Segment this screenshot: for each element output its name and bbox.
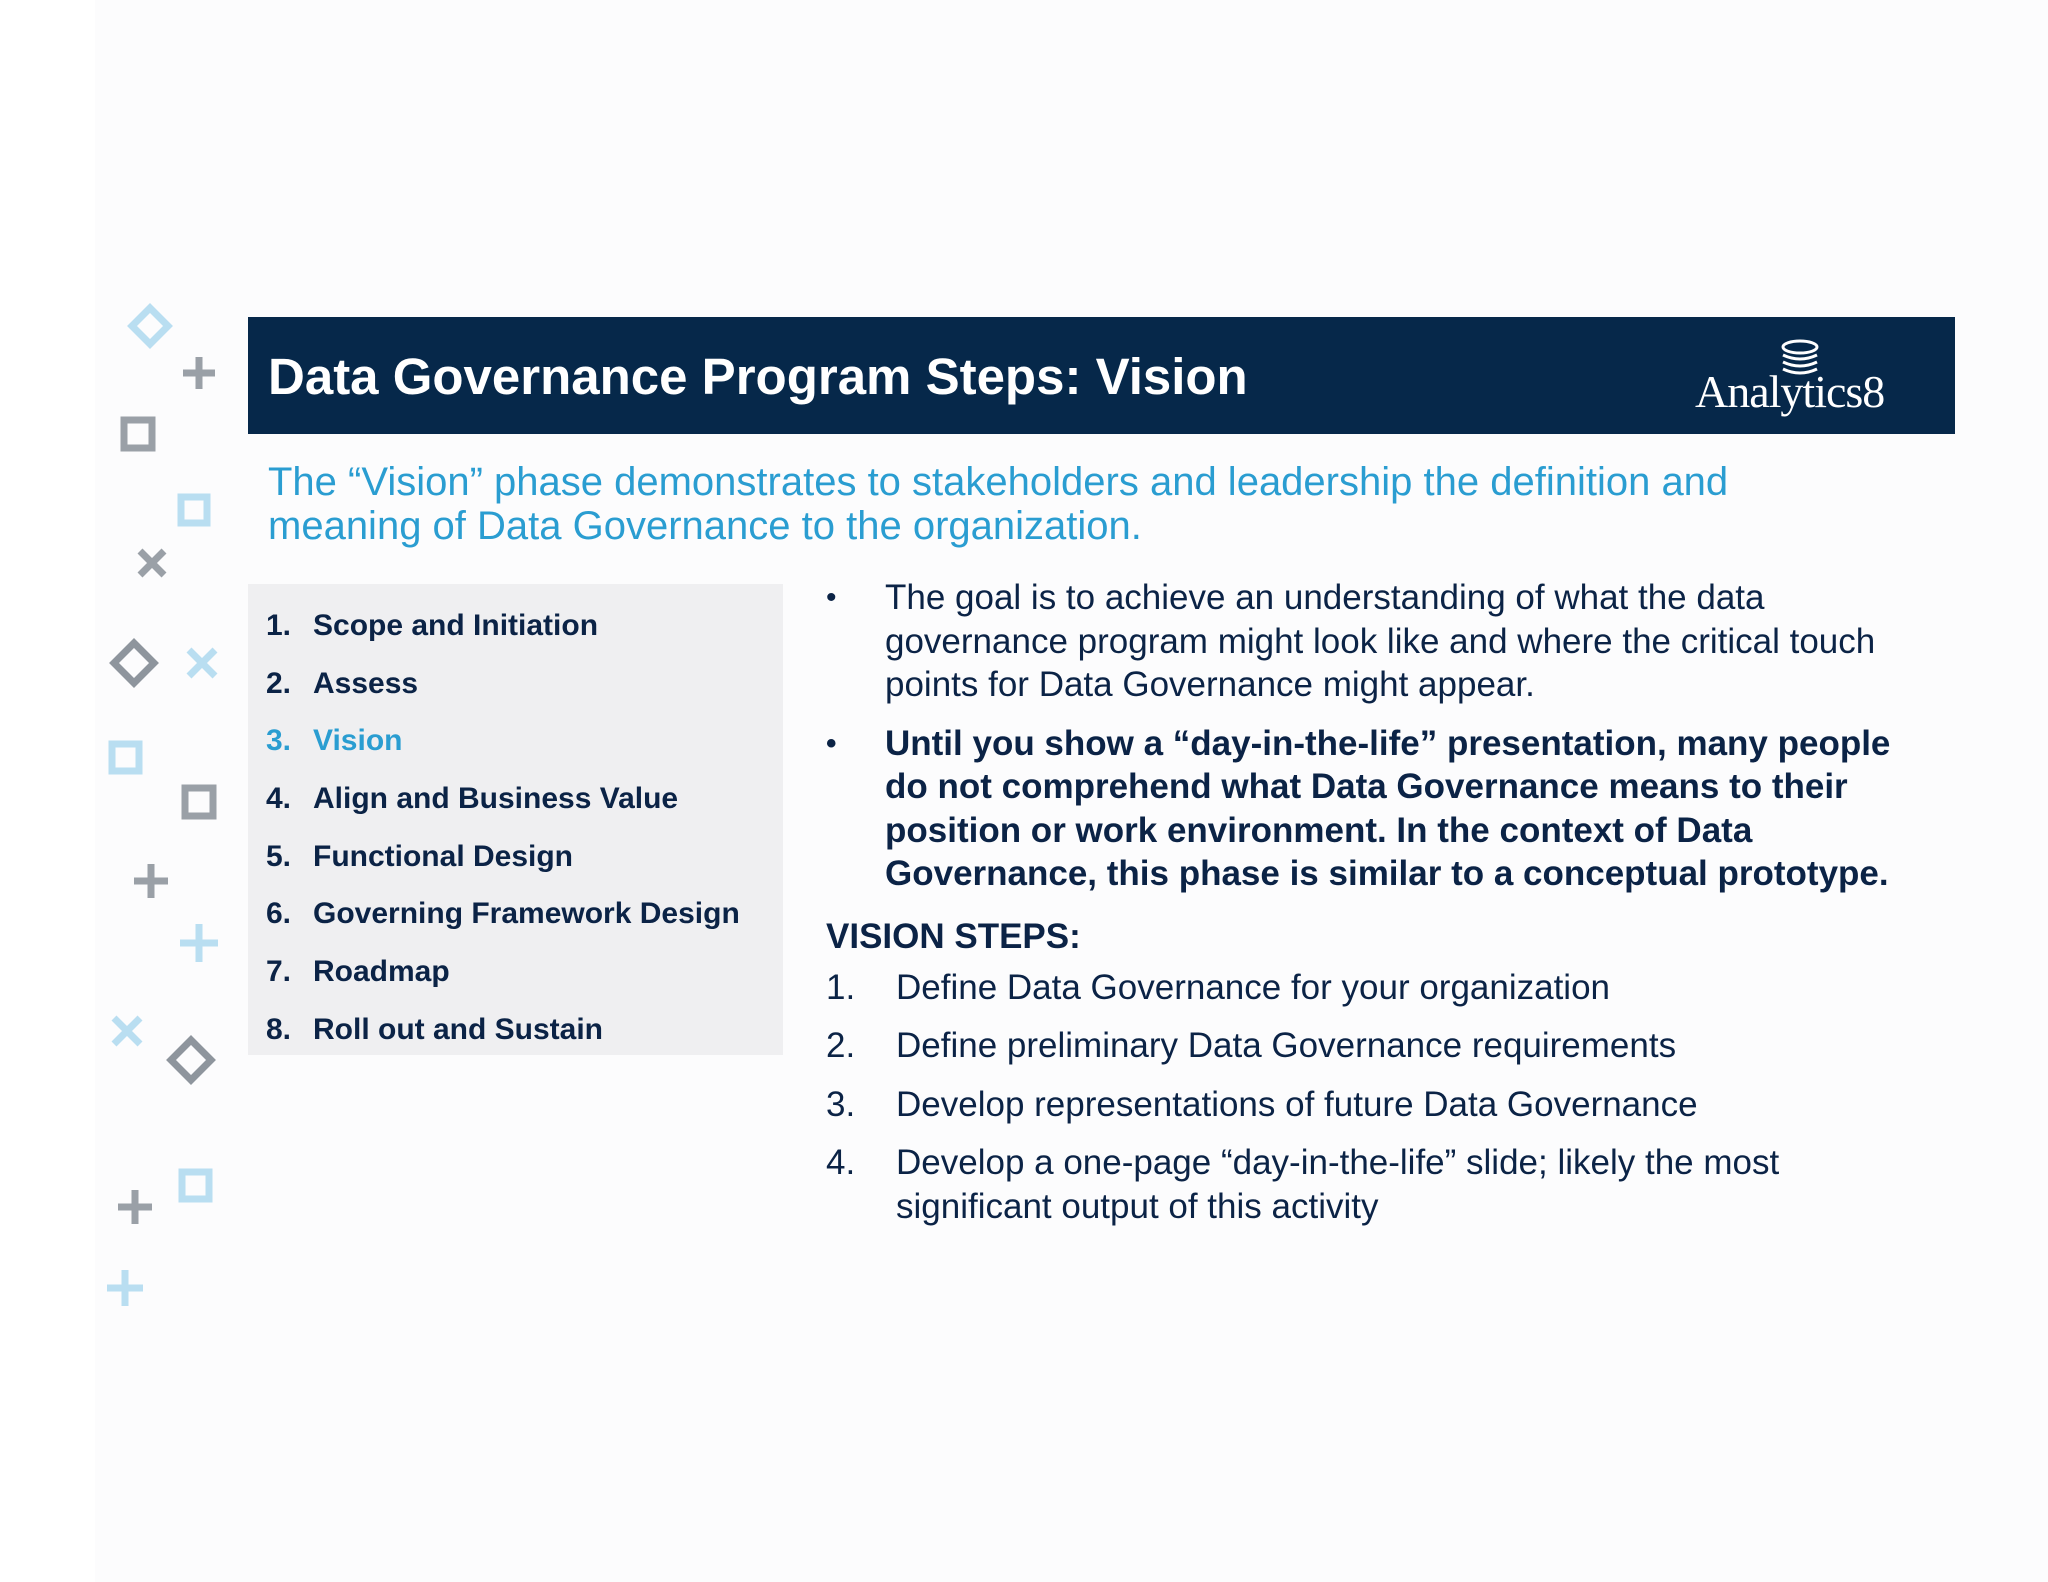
program-step bbox=[266, 885, 740, 943]
square-icon bbox=[112, 744, 139, 771]
vision-step bbox=[826, 1083, 1936, 1127]
logo-wordmark: Analytics8 bbox=[1695, 366, 1885, 417]
step-number: 1. bbox=[266, 608, 292, 642]
square-icon bbox=[124, 420, 152, 448]
plus-icon bbox=[134, 864, 168, 898]
analytics8-logo bbox=[1695, 337, 1915, 417]
step-number: 5. bbox=[266, 839, 292, 873]
step-number: 3. bbox=[266, 724, 292, 758]
step-number: 4. bbox=[266, 781, 292, 815]
x-icon bbox=[140, 551, 164, 575]
step-label: Assess bbox=[313, 666, 419, 700]
title-bar bbox=[248, 317, 1955, 434]
vision-step-text: Develop representations of future Data Governance bbox=[896, 1084, 1698, 1124]
bullet-marker: • bbox=[826, 726, 837, 760]
bullet-goal bbox=[826, 576, 1936, 707]
phase-description: The “Vision” phase demonstrates to stakeholders and leadership the definition and meaning of Data Governance to the organization. bbox=[268, 460, 1729, 548]
step-label: Governing Framework Design bbox=[313, 897, 740, 931]
step-label: Functional Design bbox=[313, 839, 574, 873]
program-step bbox=[266, 770, 740, 828]
square-icon bbox=[182, 1172, 209, 1199]
plus-icon bbox=[107, 1270, 143, 1306]
vision-step-text: Define Data Governance for your organization bbox=[896, 967, 1611, 1007]
vision-step bbox=[826, 1024, 1936, 1068]
plus-icon bbox=[183, 357, 215, 389]
vision-step-number: 3. bbox=[826, 1084, 856, 1124]
program-step bbox=[266, 655, 740, 713]
page-title: Data Governance Program Steps: Vision bbox=[268, 348, 1248, 405]
step-number: 8. bbox=[266, 1012, 292, 1046]
vision-step-number: 2. bbox=[826, 1026, 856, 1065]
program-step bbox=[266, 1001, 740, 1059]
program-step bbox=[266, 943, 740, 1001]
vision-steps-list bbox=[826, 966, 1936, 1229]
vision-step bbox=[826, 1141, 1936, 1228]
vision-step bbox=[826, 966, 1936, 1010]
program-steps-list bbox=[266, 597, 740, 1059]
step-number: 7. bbox=[266, 954, 292, 988]
step-number: 2. bbox=[266, 666, 292, 700]
program-step bbox=[266, 597, 740, 655]
step-label: Roll out and Sustain bbox=[313, 1012, 603, 1046]
x-icon bbox=[114, 1018, 140, 1044]
plus-icon bbox=[118, 1190, 152, 1224]
diamond-icon bbox=[171, 1040, 211, 1080]
step-label: Align and Business Value bbox=[313, 781, 679, 815]
bullet-marker: • bbox=[826, 581, 837, 614]
vision-step-text: Define preliminary Data Governance requirements bbox=[896, 1026, 1677, 1065]
program-step bbox=[266, 828, 740, 886]
step-label: Scope and Initiation bbox=[313, 608, 599, 642]
bullet-text: The goal is to achieve an understanding of what the data governance program might look like and where the critical touch points for Data Governance might appear. bbox=[885, 578, 1876, 704]
program-step-current bbox=[266, 712, 740, 770]
diamond-icon bbox=[132, 308, 168, 344]
vision-step-text: Develop a one-page “day-in-the-life” slide; likely the most significant output of this activity bbox=[896, 1143, 1780, 1226]
step-label: Roadmap bbox=[313, 954, 450, 988]
square-icon bbox=[181, 497, 207, 523]
vision-steps-heading: VISION STEPS: bbox=[826, 916, 1081, 956]
program-steps-panel bbox=[248, 584, 783, 1055]
x-icon bbox=[189, 650, 215, 676]
bullet-day-in-the-life bbox=[826, 722, 1936, 896]
plus-icon bbox=[180, 924, 218, 962]
bullet-text: Until you show a “day-in-the-life” presentation, many people do not comprehend what Data Governance means to their position or work environment. In the context of Data Governance, this phase is similar to a conceptual prototype. bbox=[885, 723, 1891, 893]
square-icon bbox=[185, 788, 213, 816]
diamond-icon bbox=[114, 643, 154, 683]
vision-step-number: 1. bbox=[826, 967, 856, 1007]
step-number: 6. bbox=[266, 897, 292, 931]
content-column bbox=[826, 576, 1936, 1243]
vision-step-number: 4. bbox=[826, 1143, 856, 1182]
step-label: Vision bbox=[313, 724, 403, 758]
